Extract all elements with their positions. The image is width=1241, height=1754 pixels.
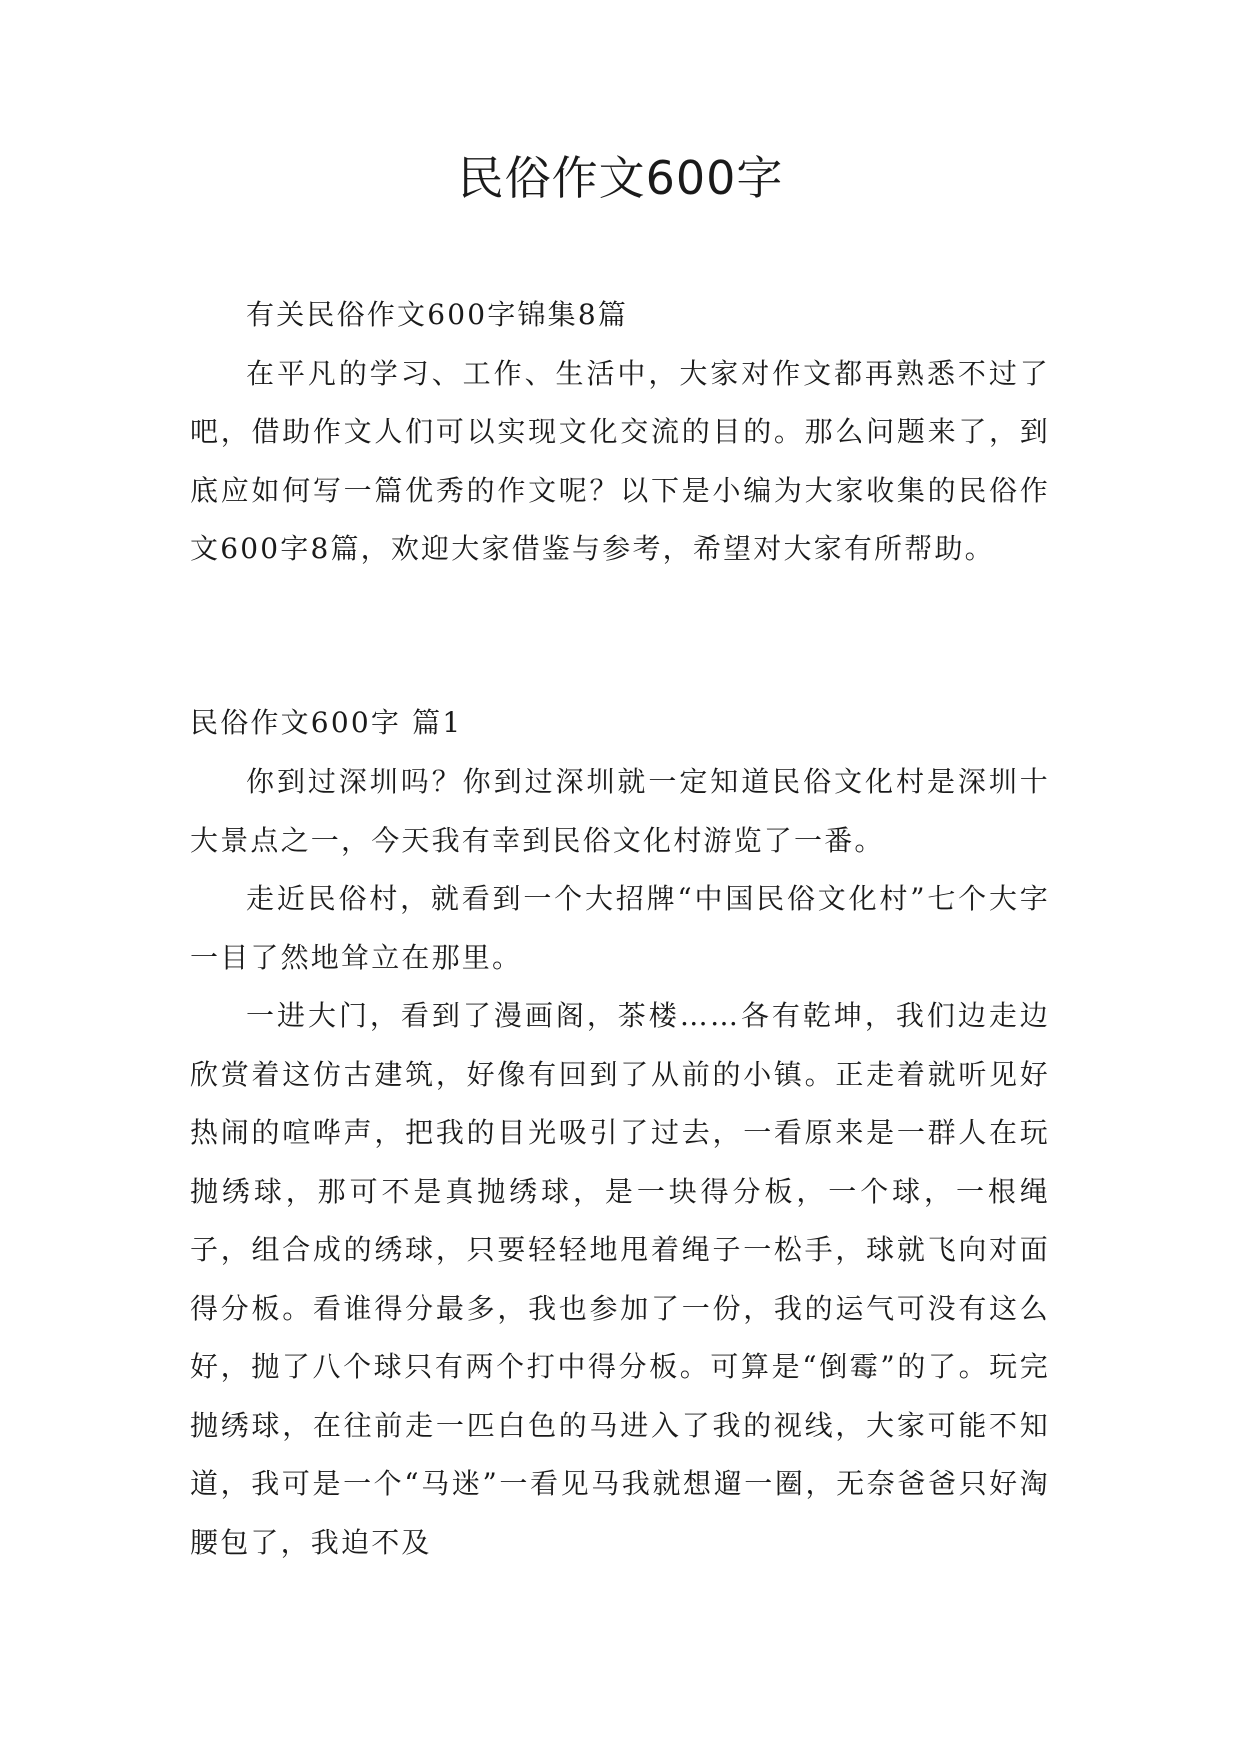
essay-paragraph: 你到过深圳吗？你到过深圳就一定知道民俗文化村是深圳十大景点之一，今天我有幸到民俗文化村游览了一番。: [190, 765, 1050, 857]
essay-paragraph: 一进大门，看到了漫画阁，茶楼……各有乾坤，我们边走边欣赏着这仿古建筑，好像有回到了从前的小镇。正走着就听见好热闹的喧哗声，把我的目光吸引了过去，一看原来是一群人在玩抛绣球，那可不是真抛绣球，是一块得分板，一个球，一根绳子，组合成的绣球，只要轻轻地甩着绳子一松手，球就飞向对面得分板。看谁得分最多，我也参加了一份，我的运气可没有这么好，抛了八个球只有两个打中得分板。可算是“倒霉”的了。玩完抛绣球，在往前走一匹白色的马进入了我的视线，大家可能不知道，我可是一个“马迷”一看见马我就想遛一圈，无奈爸爸只好淘腰包了，我迫不及: [190, 999, 1050, 1559]
essay-paragraph: 走近民俗村，就看到一个大招牌“中国民俗文化村”七个大字一目了然地耸立在那里。: [190, 882, 1050, 974]
intro-section: [190, 286, 1050, 579]
essay-body: [190, 753, 1050, 1572]
document-title: 民俗作文600字: [457, 151, 784, 205]
essay-heading: 民俗作文600字 篇1: [190, 706, 463, 739]
intro-paragraph: 在平凡的学习、工作、生活中，大家对作文都再熟悉不过了吧，借助作文人们可以实现文化交流的目的。那么问题来了，到底应如何写一篇优秀的作文呢？以下是小编为大家收集的民俗作文600字8篇，欢迎大家借鉴与参考，希望对大家有所帮助。: [190, 356, 1050, 565]
intro-subtitle: 有关民俗作文600字锦集8篇: [246, 298, 629, 331]
